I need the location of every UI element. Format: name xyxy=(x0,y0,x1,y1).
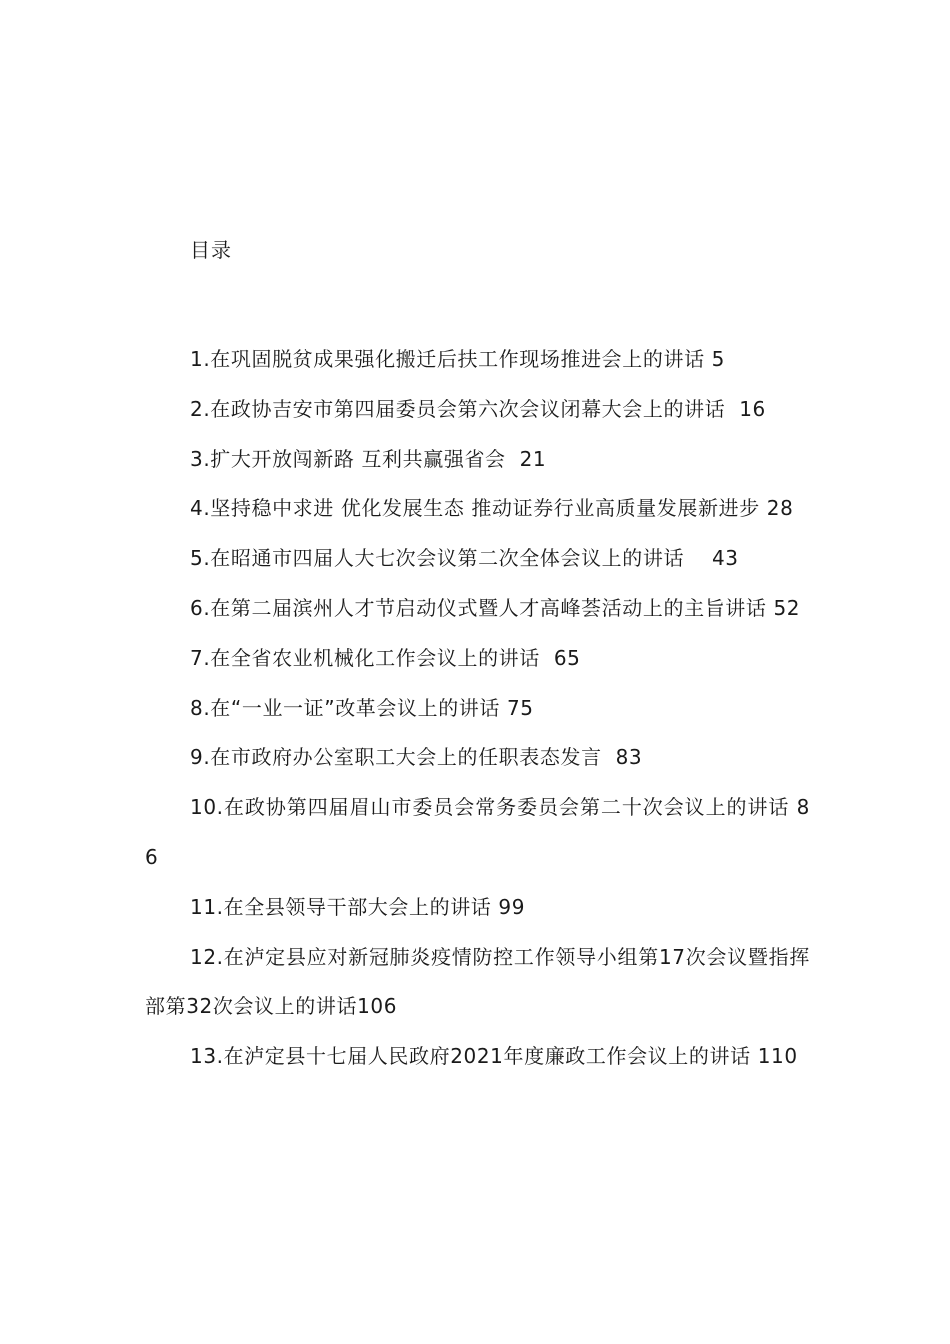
toc-entry-title: 6.在第二届滨州人才节启动仪式暨人才高峰荟活动上的主旨讲话 xyxy=(190,595,767,620)
toc-entry-title: 8.在“一业一证”改革会议上的讲话 xyxy=(190,695,501,720)
toc-entry-page-number: 5 xyxy=(711,347,725,371)
toc-entry-title: 3.扩大开放闯新路 互利共赢强省会 xyxy=(190,446,506,471)
toc-entry-gap xyxy=(760,496,767,520)
toc-entry[interactable] xyxy=(145,1032,810,1082)
toc-entry-gap xyxy=(500,696,507,720)
toc-entry-page-number: 16 xyxy=(739,396,766,421)
toc-entry-title: 7.在全省农业机械化工作会议上的讲话 xyxy=(190,645,540,670)
toc-entry[interactable] xyxy=(145,385,810,435)
toc-entry-title: 4.坚持稳中求进 优化发展生态 推动证券行业高质量发展新进步 xyxy=(190,496,760,521)
toc-entry-title: 10.在政协第四届眉山市委员会常务委员会第二十次会议上的讲话 xyxy=(190,795,790,820)
toc-entry-page-number: 28 xyxy=(766,496,794,521)
toc-entry[interactable] xyxy=(145,484,810,534)
toc-entry-title: 9.在市政府办公室职工大会上的任职表态发言 xyxy=(190,745,602,770)
toc-entry-gap xyxy=(705,347,712,371)
toc-title: 目录 xyxy=(190,238,232,262)
toc-entry-page-number: 21 xyxy=(519,446,547,471)
toc-entry[interactable] xyxy=(145,534,810,584)
toc-entry-gap xyxy=(789,795,796,819)
toc-entry-page-number: 43 xyxy=(711,546,739,571)
toc-entry[interactable] xyxy=(145,883,810,933)
toc-entry-title: 11.在全县领导干部大会上的讲话 xyxy=(190,894,492,919)
toc-entry[interactable] xyxy=(145,733,810,783)
toc-entry[interactable] xyxy=(145,335,810,385)
toc-entry-title: 13.在泸定县十七届人民政府2021年度廉政工作会议上的讲话 xyxy=(190,1044,751,1069)
toc-entry-title: 12.在泸定县应对新冠肺炎疫情防控工作领导小组第17次会议暨指挥部第32次会议上的讲话 xyxy=(145,944,810,1019)
toc-entry-title: 5.在昭通市四届人大七次会议第二次全体会议上的讲话 xyxy=(190,546,685,571)
toc-entry[interactable] xyxy=(145,933,810,1033)
toc-entry[interactable] xyxy=(145,435,810,485)
toc-entry-page-number: 110 xyxy=(757,1044,798,1069)
toc-entry-page-number: 106 xyxy=(357,994,398,1019)
toc-entry-gap xyxy=(506,447,520,471)
toc-entry-page-number: 75 xyxy=(506,695,534,720)
toc-list xyxy=(145,335,810,1082)
toc-entry[interactable] xyxy=(145,634,810,684)
toc-entry-title: 2.在政协吉安市第四届委员会第六次会议闭幕大会上的讲话 xyxy=(190,396,726,421)
toc-entry-gap xyxy=(540,646,554,670)
toc-entry[interactable] xyxy=(145,783,810,883)
toc-entry-gap xyxy=(602,745,616,769)
toc-entry-page-number: 52 xyxy=(773,595,801,620)
toc-entry-page-number: 86 xyxy=(145,795,810,869)
toc-entry-page-number: 83 xyxy=(615,745,643,770)
toc-entry-gap xyxy=(725,397,739,421)
toc-entry-gap xyxy=(751,1044,758,1068)
toc-entry-page-number: 65 xyxy=(553,645,581,670)
toc-entry[interactable] xyxy=(145,684,810,734)
toc-entry-title: 1.在巩固脱贫成果强化搬迁后扶工作现场推进会上的讲话 xyxy=(190,347,705,371)
toc-entry[interactable] xyxy=(145,584,810,634)
toc-entry-page-number: 99 xyxy=(498,894,526,919)
toc-entry-gap xyxy=(684,546,712,570)
